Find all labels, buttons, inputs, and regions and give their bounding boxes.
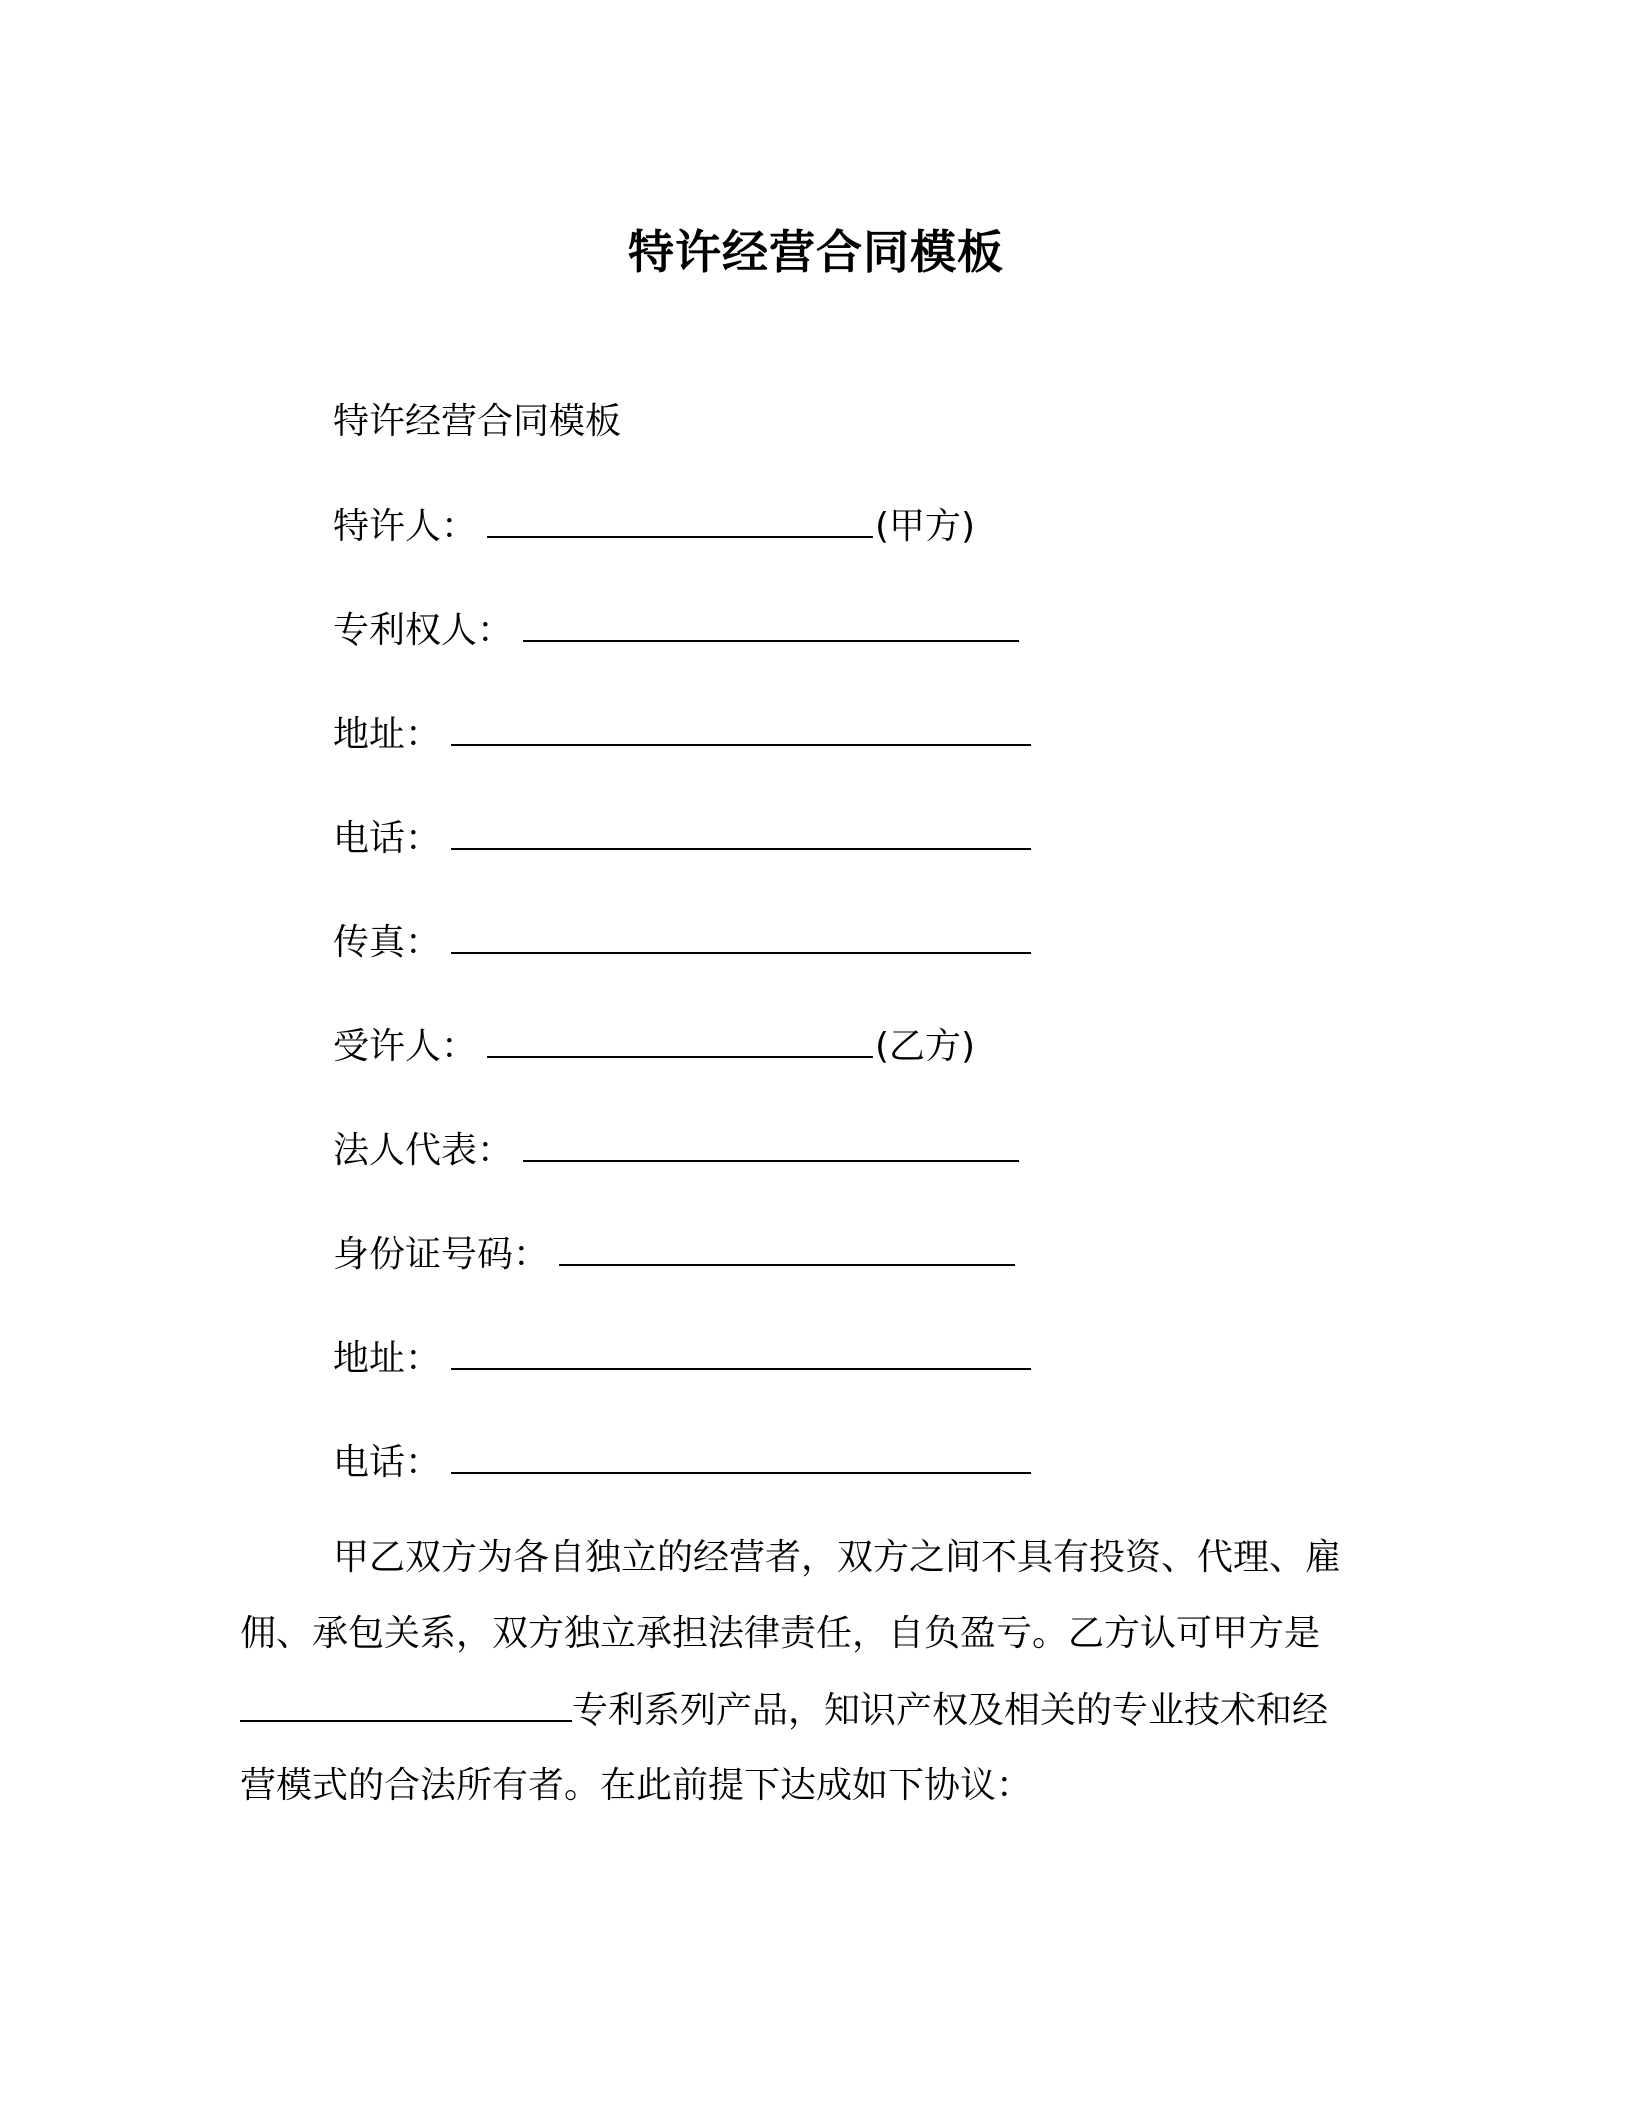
field-label: 身份证号码：	[333, 1234, 550, 1275]
document-subtitle: 特许经营合同模板	[333, 401, 622, 442]
field-label: 传真：	[333, 922, 442, 963]
field-address-b	[333, 1334, 1033, 1383]
field-label: 电话：	[333, 818, 442, 859]
blank-line	[451, 1334, 1031, 1370]
agreement-paragraph-line4: 营模式的合法所有者。在此前提下达成如下协议：	[240, 1765, 1033, 1806]
agreement-paragraph-line2: 佣、承包关系，双方独立承担法律责任，自负盈亏。乙方认可甲方是	[240, 1613, 1321, 1654]
blank-line	[523, 1126, 1019, 1162]
agreement-paragraph-line3	[240, 1686, 1380, 1735]
field-label: 专利权人：	[333, 610, 514, 651]
field-fax-a	[333, 918, 1033, 967]
blank-line	[487, 1022, 873, 1058]
blank-line	[487, 502, 873, 538]
field-label: 法人代表：	[333, 1130, 514, 1171]
blank-line	[559, 1230, 1015, 1266]
document-title: 特许经营合同模板	[628, 225, 1004, 279]
field-franchisee	[333, 1022, 975, 1071]
blank-line	[451, 814, 1031, 850]
agreement-paragraph-line1: 甲乙双方为各自独立的经营者，双方之间不具有投资、代理、雇	[333, 1537, 1342, 1578]
field-suffix: (乙方)	[875, 1026, 976, 1067]
field-label: 地址：	[333, 714, 442, 755]
field-phone-a	[333, 814, 1033, 863]
paragraph-text: 专利系列产品，知识产权及相关的专业技术和经	[572, 1690, 1329, 1731]
field-label: 地址：	[333, 1338, 442, 1379]
blank-line	[451, 1438, 1031, 1474]
field-suffix: (甲方)	[875, 506, 976, 547]
blank-line	[523, 606, 1019, 642]
field-phone-b	[333, 1438, 1033, 1487]
field-label: 特许人：	[333, 506, 478, 547]
blank-line	[240, 1686, 572, 1722]
field-label: 受许人：	[333, 1026, 478, 1067]
field-patent-holder	[333, 606, 1021, 655]
blank-line	[451, 918, 1031, 954]
field-label: 电话：	[333, 1442, 442, 1483]
field-franchisor	[333, 502, 975, 551]
blank-line	[451, 710, 1031, 746]
field-id-number	[333, 1230, 1017, 1279]
field-legal-rep	[333, 1126, 1021, 1175]
field-address-a	[333, 710, 1033, 759]
